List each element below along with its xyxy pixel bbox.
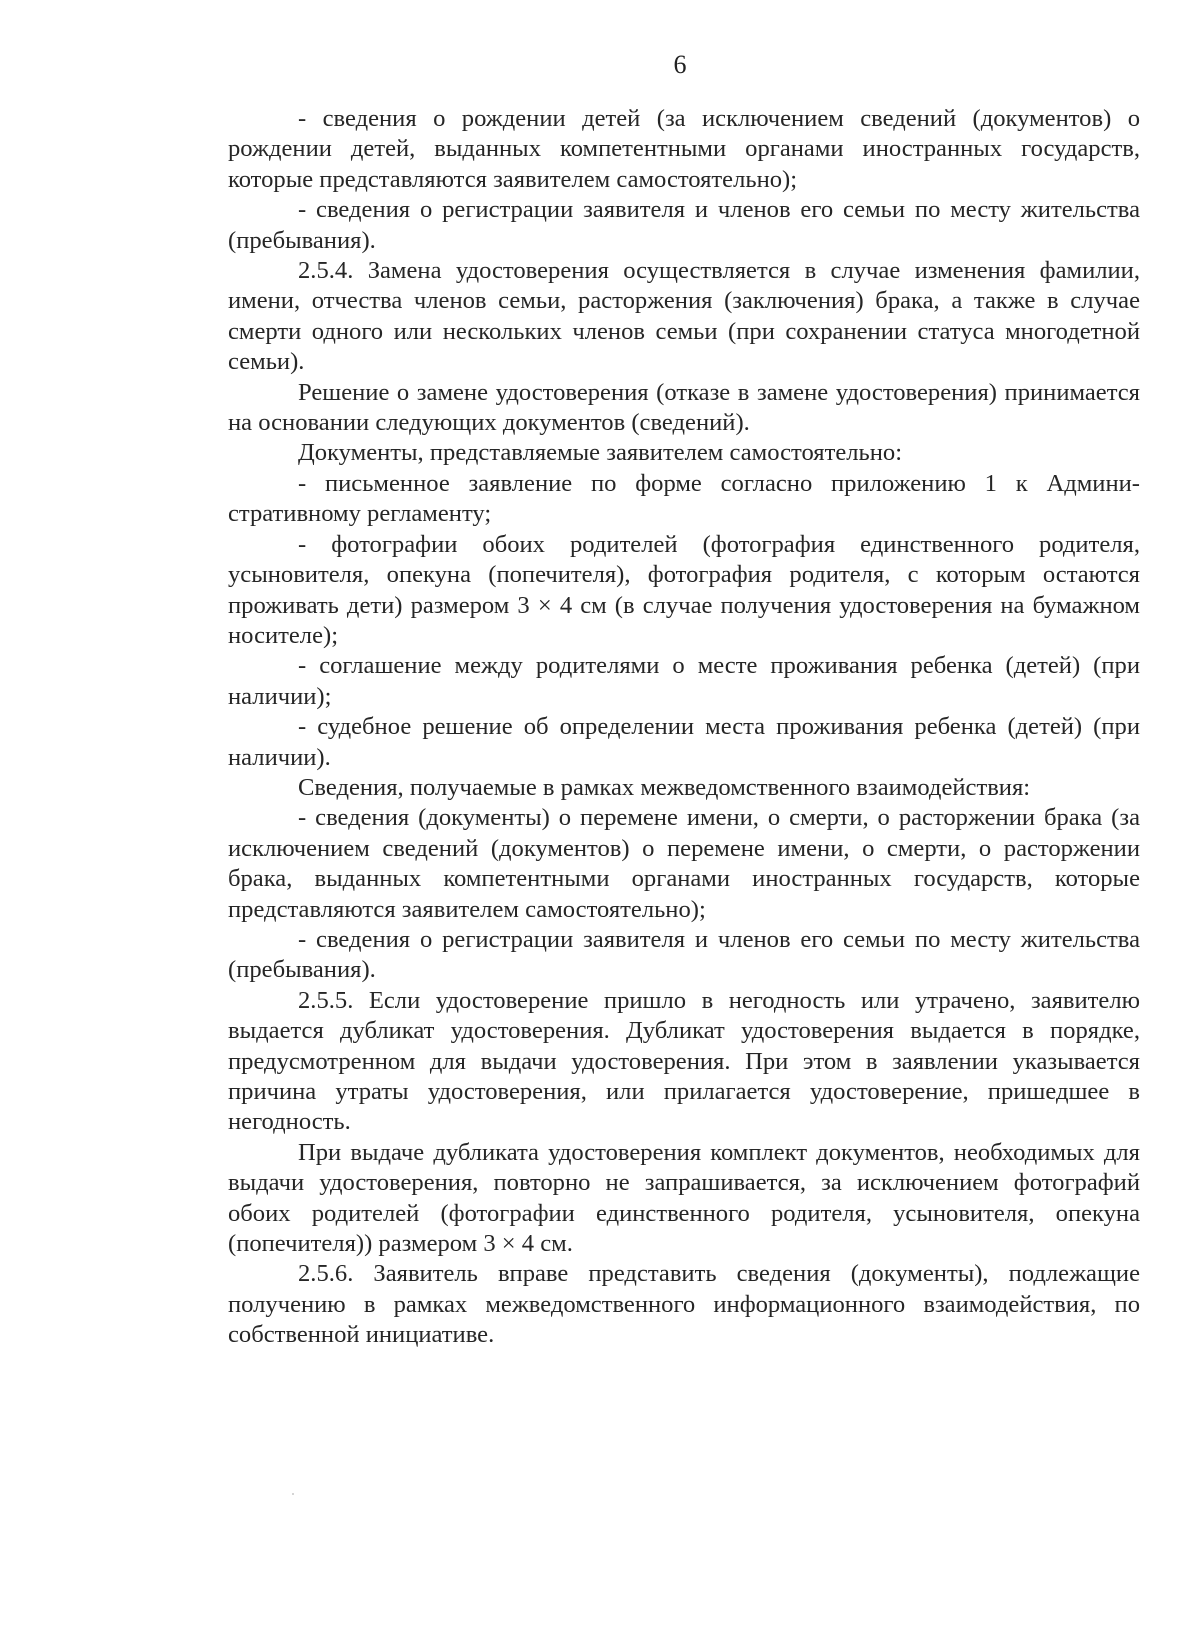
page-number: 6	[673, 50, 687, 79]
paragraph-2-5-5: 2.5.5. Если удостоверение пришло в негодность или утрачено, заявителю выдается дубликат удостоверения. Дубликат удостоверения выдается в порядке, предусмотренном для выдачи удостоверения. При этом в заявлении указывается причина утраты удостоверения, или прилагается удостоверение, пришедшее в негодность.	[228, 986, 1140, 1136]
paragraph-registration-info-2: - сведения о регистрации заявителя и членов его семьи по месту жительства (пребывания).	[228, 925, 1140, 984]
paragraph-interdepartmental-heading: Сведения, получаемые в рамках межведомственного взаимодействия:	[298, 773, 1031, 801]
paragraph-parent-agreement: - соглашение между родителями о месте проживания ребенка (детей) (при наличии);	[228, 652, 1140, 710]
paragraph-registration-info: - сведения о регистрации заявителя и членов его семьи по месту жительства (пребывания).	[228, 196, 1140, 254]
paragraph-2-5-6: 2.5.6. Заявитель вправе представить сведения (документы), подлежащие получению в рамках межведомственного информационного взаимодействия, по собственной инициативе.	[228, 1260, 1140, 1349]
paragraph-parent-photos: - фотографии обоих родителей (фотография единственного родителя, усыновителя, опекуна (попечителя), фотография родителя, с которым остаются проживать дети) размером 3 × 4 см (в случае получения удостоверения на бумажном носителе);	[228, 530, 1140, 649]
paragraph-name-change-death-divorce: - сведения (документы) о перемене имени, о смерти, о расторжении брака (за исключением сведений (документов) о перемене имени, о смерти, о расторжении брака, выданных компетентными органами иностранных государств, которые представляются заявителем самостоятельно);	[228, 804, 1140, 923]
paragraph-2-5-4: 2.5.4. Замена удостоверения осуществляется в случае изменения фамилии, имени, отчества членов семьи, расторжения (заключения) брака, а также в случае смерти одного или нескольких членов семьи (при сохранении статуса многодетной семьи).	[228, 257, 1140, 376]
paragraph-written-application: - письменное заявление по форме согласно приложению 1 к Административному регламенту;	[228, 469, 1140, 528]
paragraph-duplicate-documents: При выдаче дубликата удостоверения комплект документов, необходимых для выдачи удостоверения, повторно не запрашивается, за исключением фотографий обоих родителей (фотографии единственного родителя, усыновителя, опекуна (попечителя)) размером 3 × 4 см.	[228, 1138, 1140, 1258]
paragraph-birth-info: - сведения о рождении детей (за исключением сведений (документов) о рождении детей, выданных компетентными органами иностранных государств, которые представляются заявителем самостоятельно);	[228, 105, 1140, 193]
paragraph-court-decision: - судебное решение об определении места проживания ребенка (детей) (при наличии).	[228, 713, 1140, 771]
document-body	[228, 104, 1140, 1351]
paragraph-replacement-decision: Решение о замене удостоверения (отказе в замене удостоверения) принимается на основании следующих документов (сведений).	[228, 378, 1140, 437]
scan-speck	[292, 1493, 294, 1495]
paragraph-applicant-documents-heading: Документы, представляемые заявителем самостоятельно:	[298, 439, 903, 467]
